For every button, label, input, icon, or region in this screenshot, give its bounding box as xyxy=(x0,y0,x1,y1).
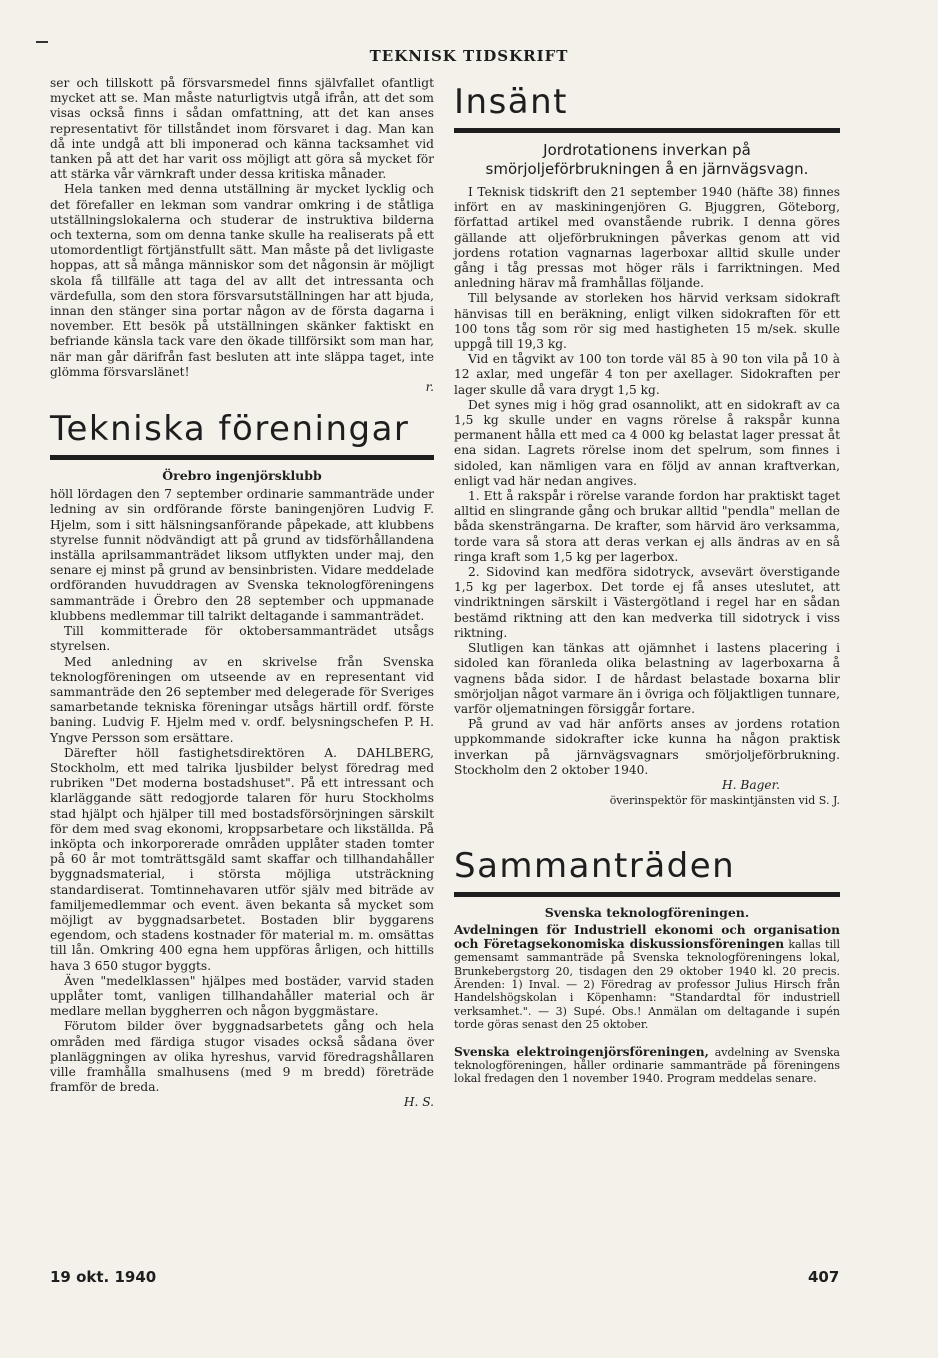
body-paragraph: Till kommitterade för oktobersammanträdet utsågs styrelsen. xyxy=(50,624,434,654)
body-paragraph: Förutom bilder över byggnadsarbetets gång och hela områden med färdiga stugor visades också sådana över planläggningen av olika hyreshus, varvid föredragshållaren ville framhålla smalhusens (med 9 m bredd) företräde framför de breda. xyxy=(50,1019,434,1095)
body-signature: H. S. xyxy=(403,1095,434,1110)
body-paragraph: Även "medelklassen" hjälpes med bostäder, varvid staden upplåter tomt, vanligen tillhandahåller material och är medlare mellan byggherren och någon byggmästare. xyxy=(50,973,434,1019)
article-paragraph: 2. Sidovind kan medföra sidotryck, avsevärt överstigande 1,5 kg per lagerbox. Det torde ej få anses uteslutet, att vindriktningen särskilt i Västergötland i regel har en sådan bestämd riktning att den kan medverka till sidotryck i viss riktning. xyxy=(454,565,840,640)
meeting-text: avdelning av Svenska teknologföreningen, håller ordinarie sammanträde på föreningens lokal fredagen den 1 november 1940. Program meddelas senare. xyxy=(454,1045,840,1086)
article-title: Jordrotationens inverkan på smörjoljeförbrukningen å en järnvägsvagn. xyxy=(485,141,809,178)
meeting-text: kallas till gemensamt sammanträde på Svenska teknologföreningens lokal, Brunkebergstorg 20, tisdagen den 29 oktober 1940 kl. 20 precis. Ärenden: 1) Inval. — 2) Föredrag av professor Julius Hirsch från Handelshögskolan i Köpenhamn: "Standardtal för industriell verksamhet.". — 3) Supé. Obs.! Anmälan om deltagande i supén torde göras senast den 25 oktober. xyxy=(454,937,841,1032)
intro-paragraph: Hela tanken med denna utställning är mycket lycklig och det förefaller en lekman som vandrar omkring i de ståtliga utställningslokalerna och studerar de instruktiva bilderna och texterna, som om denna tanke skulle ha realiserats på ett utomordentligt förtjänstfullt sätt. Man måste på det livligaste hoppas, att så många människor som det någonsin är möjligt skola få tillfälle att taga del av allt det intressanta och värdefulla, som den stora försvarsutställningen har att bjuda, innan den stänger sina portar någon av de första dagarna i november. Ett besök på utställningen skänker faktiskt en befriande känsla tack vare den ökade tillförsikt som man har, när man går därifrån fast besluten att inte släppa taget, inte glömma försvarslänet! xyxy=(50,182,434,379)
issue-date: 19 okt. 1940 xyxy=(50,1268,157,1286)
margin-mark xyxy=(36,41,48,43)
section-title-tekniska-foreningar: Tekniska föreningar xyxy=(50,409,410,450)
author-name: H. Bager. xyxy=(722,777,780,792)
article-paragraph: I Teknisk tidskrift den 21 september 1940 (häfte 38) finnes infört en av maskiningenjören G. Bjuggren, Göteborg, författad artikel med ovanstående rubrik. I denna göres gällande att oljeförbrukningen påverkas genom att vid jordens rotation vagnarnas lagerboxar alltid skulle under gång i tåg pressas mot höger räls i farriktningen. Med anledning härav må framhållas följande. xyxy=(454,185,840,291)
article-paragraph: Slutligen kan tänkas att ojämnhet i lastens placering i sidoled kan föranleda olika belastning av lagerboxarna å vagnens båda sidor. I de hårdast belastade boxarna blir smörjoljan något varmare än i övriga och följaktligen tunnare, varför oljematningen försiggår fortare. xyxy=(454,641,840,716)
article-paragraph: Till belysande av storleken hos härvid verksam sidokraft hänvisas till en beräkning, enligt vilken sidokraften för ett 100 tons tåg som rör sig med hastigheten 15 m/sek. skulle uppgå till 19,3 kg. xyxy=(454,291,840,352)
page-number: 407 xyxy=(808,1268,840,1286)
section-rule xyxy=(454,128,840,133)
body-paragraph: Därefter höll fastighetsdirektören A. DAHLBERG, Stockholm, ett med talrika ljusbilder belyst föredrag med rubriken "Det moderna bostadshuset". På ett intressant och klarläggande sätt redogjorde talaren för huru Stockholms stad hjälpt och hjälper till med bostadsförsörjningen särskilt för dem med svag ekonomi, kroppsarbetare och likställda. På inköpta och inkorporerade områden upplåter staden tomter på 60 år mot tomträttsgäld samt skaffar och tillhandahåller byggnadsmaterial, i största möjliga utsträckning standardiserat. Tomtinnehavaren utför själv med biträde av familjemedlemmar och event. även bekanta så mycket som möjligt av byggnadsarbetet. Bostaden blir byggarens egendom, och stadens kostnader för material m. m. omsättas till lån. Omkring 400 egna hem uppföras årligen, och hittills hava 3 650 stugor byggts. xyxy=(50,745,434,973)
author-title: överinspektör för maskintjänsten vid S. J. xyxy=(609,794,840,808)
intro-paragraph: ser och tillskott på försvarsmedel finns självfallet ofantligt mycket att se. Man måste naturligtvis utgå ifrån, att det som visas också finns i sådan omfattning, att det kan anses representativt för tillståndet inom försvaret i dag. Man kan då inte undgå att bli imponerad och känna tacksamhet vid tanken på att det har varit oss möjligt att göra så mycket för att stärka vår värnkraft under dessa kritiska månader. xyxy=(50,76,434,182)
section-rule xyxy=(454,892,840,897)
section-rule xyxy=(50,455,434,460)
intro-signature: r. xyxy=(425,380,434,395)
left-column xyxy=(50,76,434,1111)
journal-header: TEKNISK TIDSKRIFT xyxy=(369,47,569,65)
meeting-lead: Svenska elektroingenjörsföreningen, xyxy=(454,1044,709,1059)
article-paragraph: 1. Ett å rakspår i rörelse varande fordon har praktiskt taget alltid en slingrande gång och brukar alltid "pendla" mellan de båda skensträngarna. De krafter, som härvid äro verksamma, torde vara så stora att deras verkan ej alls ändras av en så ringa kraft som 1,5 kg per lagerbox. xyxy=(454,489,840,564)
club-heading: Örebro ingenjörsklubb xyxy=(162,468,322,484)
article-paragraph: På grund av vad här anförts anses av jordens rotation uppkommande sidokrafter icke kunna ha någon praktisk inverkan på järnvägsvagnars smörjoljeförbrukning. Stockholm den 2 oktober 1940. xyxy=(454,717,840,777)
article-paragraph: Vid en tågvikt av 100 ton torde väl 85 à 90 ton vila på 10 à 12 axlar, med ungefär 4 ton per axellager. Sidokraften per lager skulle då vara drygt 1,5 kg. xyxy=(454,352,840,397)
body-paragraph: Med anledning av en skrivelse från Svenska teknologföreningen om utseende av en representant vid sammanträde den 26 september med delegerade för Sveriges samarbetande tekniska föreningar utsågs härtill ordf. förste baning. Ludvig F. Hjelm med v. ordf. belysningschefen P. H. Yngve Persson som ersättare. xyxy=(50,654,434,745)
body-paragraph: höll lördagen den 7 september ordinarie sammanträde under ledning av sin ordförande förste baningenjören Ludvig F. Hjelm, som i sitt hälsningsanförande påpekade, att klubbens styrelse funnit nödvändigt att på grund av tidsförhållandena inställa aprilsammanträdet liksom utflykten under maj, den senare ej minst på grund av bensinbristen. Vidare meddelade ordföranden huvuddragen av Svenska teknologföreningens sammanträde i Örebro den 28 september och uppmanade klubbens medlemmar till talrikt deltagande i sammanträdet. xyxy=(50,487,434,623)
article-paragraph: Det synes mig i hög grad osannolikt, att en sidokraft av ca 1,5 kg skulle under en vagns rörelse å rakspår kunna permanent hålla ett med ca 4 000 kg belastat lager pressat åt ena sidan. Lagrets rörelse inom det spelrum, som finnes i sidoled, kan nämligen vara en följd av annan kraftverkan, enligt vad här nedan angives. xyxy=(454,397,840,488)
section-title-insant: Insänt xyxy=(454,82,569,122)
right-column xyxy=(454,82,840,1086)
section-title-sammantraden: Sammanträden xyxy=(454,846,736,887)
org-heading: Svenska teknologföreningen. xyxy=(544,905,750,921)
meeting-lead: Avdelningen för Industriell ekonomi och organisation och Företagsekonomiska diskussionsföreningen xyxy=(454,923,840,951)
meeting-notice xyxy=(454,924,840,1085)
